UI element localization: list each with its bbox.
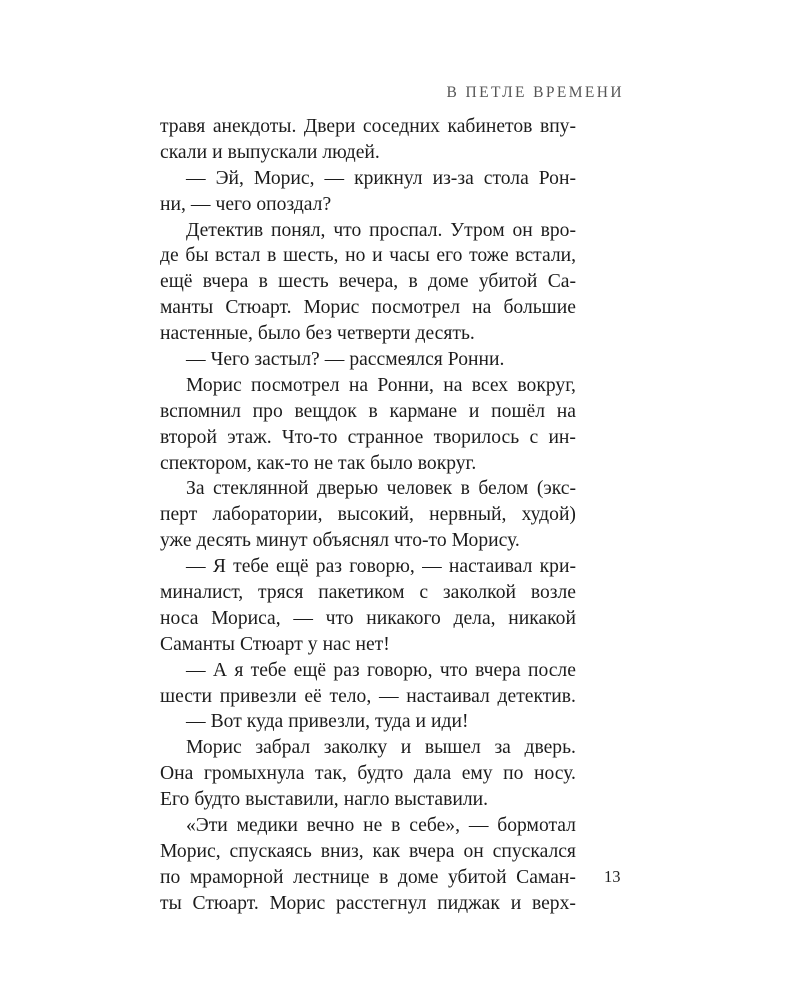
text-line: травя анекдоты. Двери соседних кабинетов впу-	[160, 116, 576, 137]
text-line: Детектив понял, что проспал. Утром он вро-	[186, 219, 576, 241]
text-line: носа Мориса, — что никакого дела, никакой	[160, 607, 576, 629]
body-text	[160, 114, 576, 917]
text-line: Морис посмотрел на Ронни, на всех вокруг,	[186, 374, 576, 396]
text-line: де бы встал в шесть, но и часы его тоже встали,	[160, 245, 576, 267]
text-line: Она громыхнула так, будто дала ему по носу.	[160, 763, 576, 785]
text-line: перт лаборатории, высокий, нервный, худой)	[160, 504, 576, 526]
text-line: ты Стюарт. Морис расстегнул пиджак и верх-	[160, 892, 576, 914]
text-line: уже десять минут объяснял что-то Морису.	[160, 530, 520, 552]
text-line: — Я тебе ещё раз говорю, — настаивал кри-	[186, 556, 576, 578]
text-line: вспомнил про вещдок в кармане и пошёл на	[160, 400, 576, 422]
text-line: Его будто выставили, нагло выставили.	[160, 789, 489, 811]
text-line: — А я тебе ещё раз говорю, что вчера после	[186, 659, 576, 681]
text-line: шести привезли её тело, — настаивал детектив.	[160, 685, 576, 707]
text-line: миналист, тряся пакетиком с заколкой возле	[160, 582, 576, 604]
text-line: настенные, было без четверти десять.	[160, 323, 475, 345]
text-line: по мраморной лестнице в доме убитой Саман-	[160, 866, 576, 888]
text-line: — Чего застыл? — рассмеялся Ронни.	[186, 349, 505, 371]
text-line: Морис, спускаясь вниз, как вчера он спускался	[160, 840, 576, 862]
text-line: — Вот куда привезли, туда и иди!	[186, 711, 469, 733]
running-head: В ПЕТЛЕ ВРЕМЕНИ	[446, 84, 624, 101]
text-line: ещё вчера в шесть вечера, в доме убитой Са-	[160, 271, 576, 293]
text-line: — Эй, Морис, — крикнул из-за стола Рон-	[186, 167, 576, 189]
text-line: скали и выпускали людей.	[160, 141, 380, 163]
text-line: За стеклянной дверью человек в белом (экс-	[186, 478, 576, 500]
text-line: Саманты Стюарт у нас нет!	[160, 633, 390, 655]
text-line: спектором, как-то не так было вокруг.	[160, 452, 477, 474]
text-line: «Эти медики вечно не в себе», — бормотал	[186, 815, 576, 837]
text-line: ни, — чего опоздал?	[160, 193, 332, 215]
text-line: манты Стюарт. Морис посмотрел на большие	[160, 297, 576, 319]
page-number: 13	[604, 867, 621, 886]
text-line: Морис забрал заколку и вышел за дверь.	[186, 737, 576, 759]
text-line: второй этаж. Что-то странное творилось с ин-	[160, 426, 576, 448]
